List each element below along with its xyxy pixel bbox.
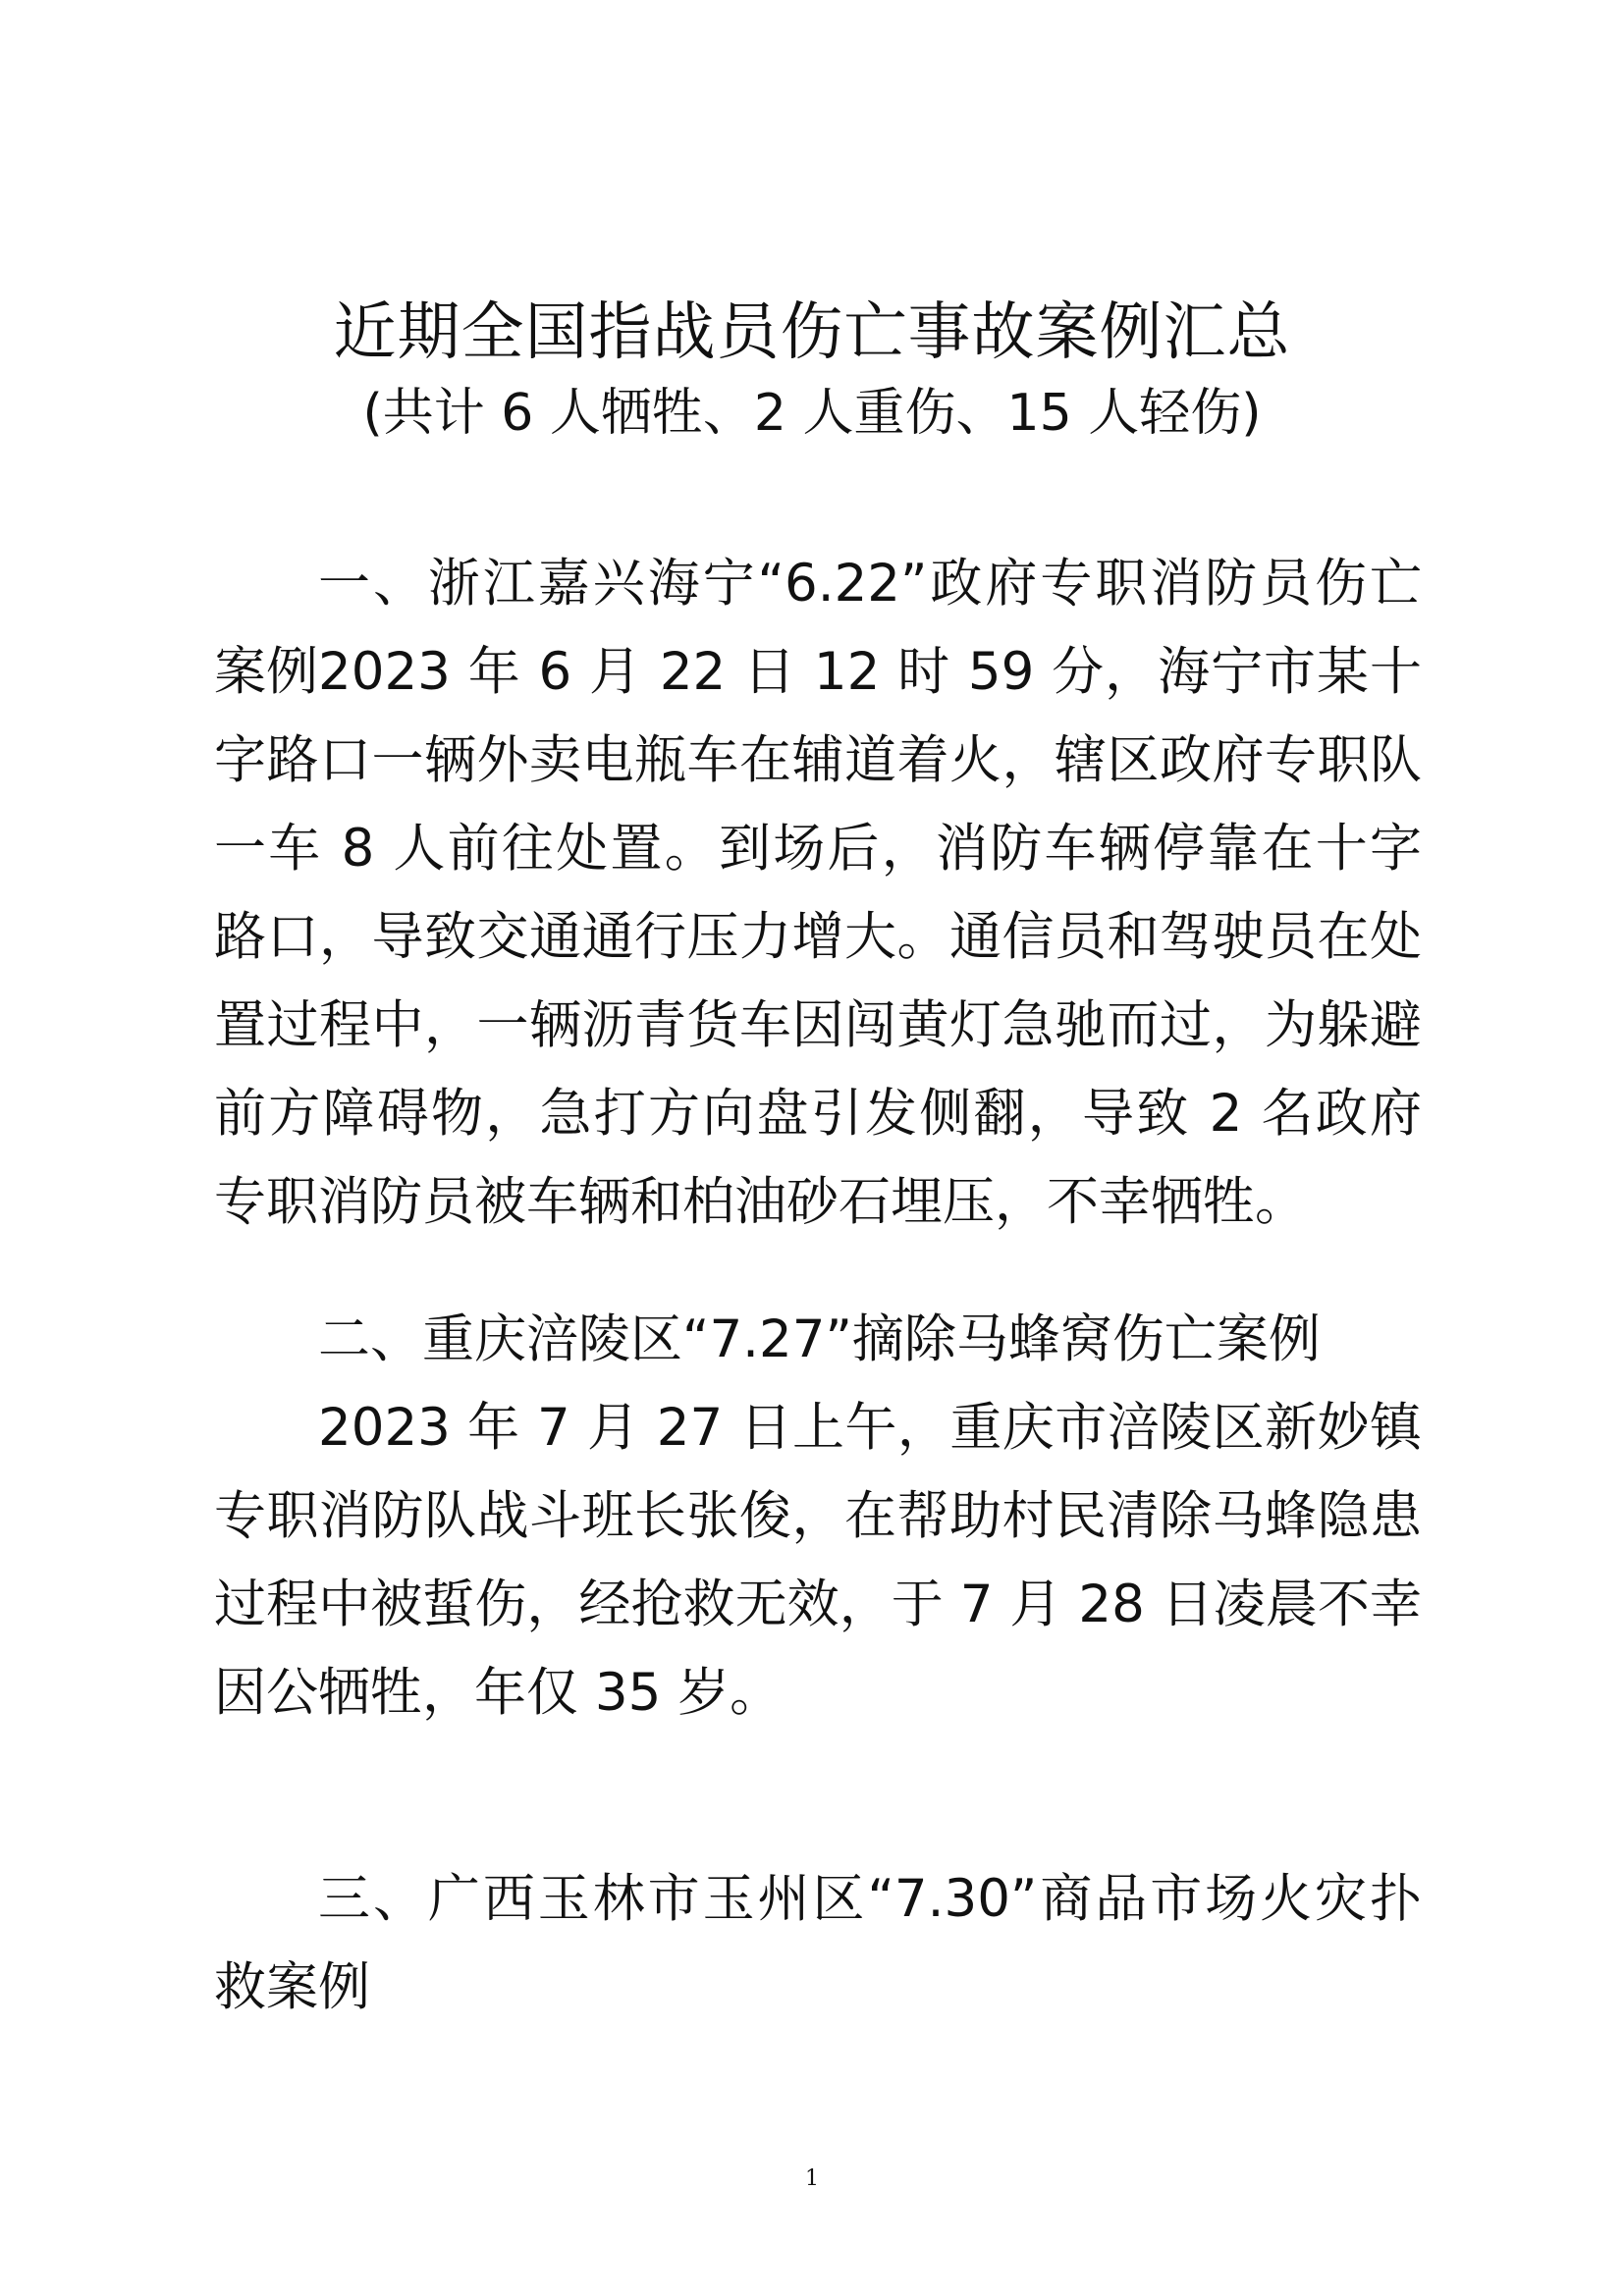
section-1-body-block — [214, 628, 1422, 1247]
section-1-heading: 一、浙江嘉兴海宁“6.22”政府专职消防员伤亡案例 — [214, 554, 1422, 702]
document-title: 近期全国指战员伤亡事故案例汇总 — [333, 296, 1291, 369]
section-2-heading-block — [214, 1296, 1422, 1384]
document-subtitle: (共计 6 人牺牲、2 人重伤、15 人轻伤) — [362, 384, 1262, 443]
section-3-heading-block — [214, 1855, 1422, 2032]
section-2-body: 2023 年 7 月 27 日上午，重庆市涪陵区新妙镇专职消防队战斗班长张俊，在帮助村民清除马蜂隐患过程中被蜇伤，经抢救无效，于 7 月 28 日凌晨不幸因公牺牲，年仅 35 岁。 — [214, 1398, 1422, 1723]
page-number: 1 — [805, 2166, 819, 2191]
section-2-heading: 二、重庆涪陵区“7.27”摘除马蜂窝伤亡案例 — [318, 1309, 1321, 1369]
section-3-heading: 三、广西玉林市玉州区“7.30”商品市场火灾扑救案例 — [214, 1869, 1422, 2017]
section-2-body-block — [214, 1384, 1422, 1737]
section-1-body: 2023 年 6 月 22 日 12 时 59 分，海宁市某十字路口一辆外卖电瓶车在辅道着火，辖区政府专职队一车 8 人前往处置。到场后，消防车辆停靠在十字路口，导致交通通行压力增大。通信员和驾驶员在处置过程中，一辆沥青货车因闯黄灯急驰而过，为躲避前方障碍物，急打方向盘引发侧翻，导致 2 名政府专职消防员被车辆和柏油砂石埋压，不幸牺牲。 — [214, 642, 1422, 1232]
